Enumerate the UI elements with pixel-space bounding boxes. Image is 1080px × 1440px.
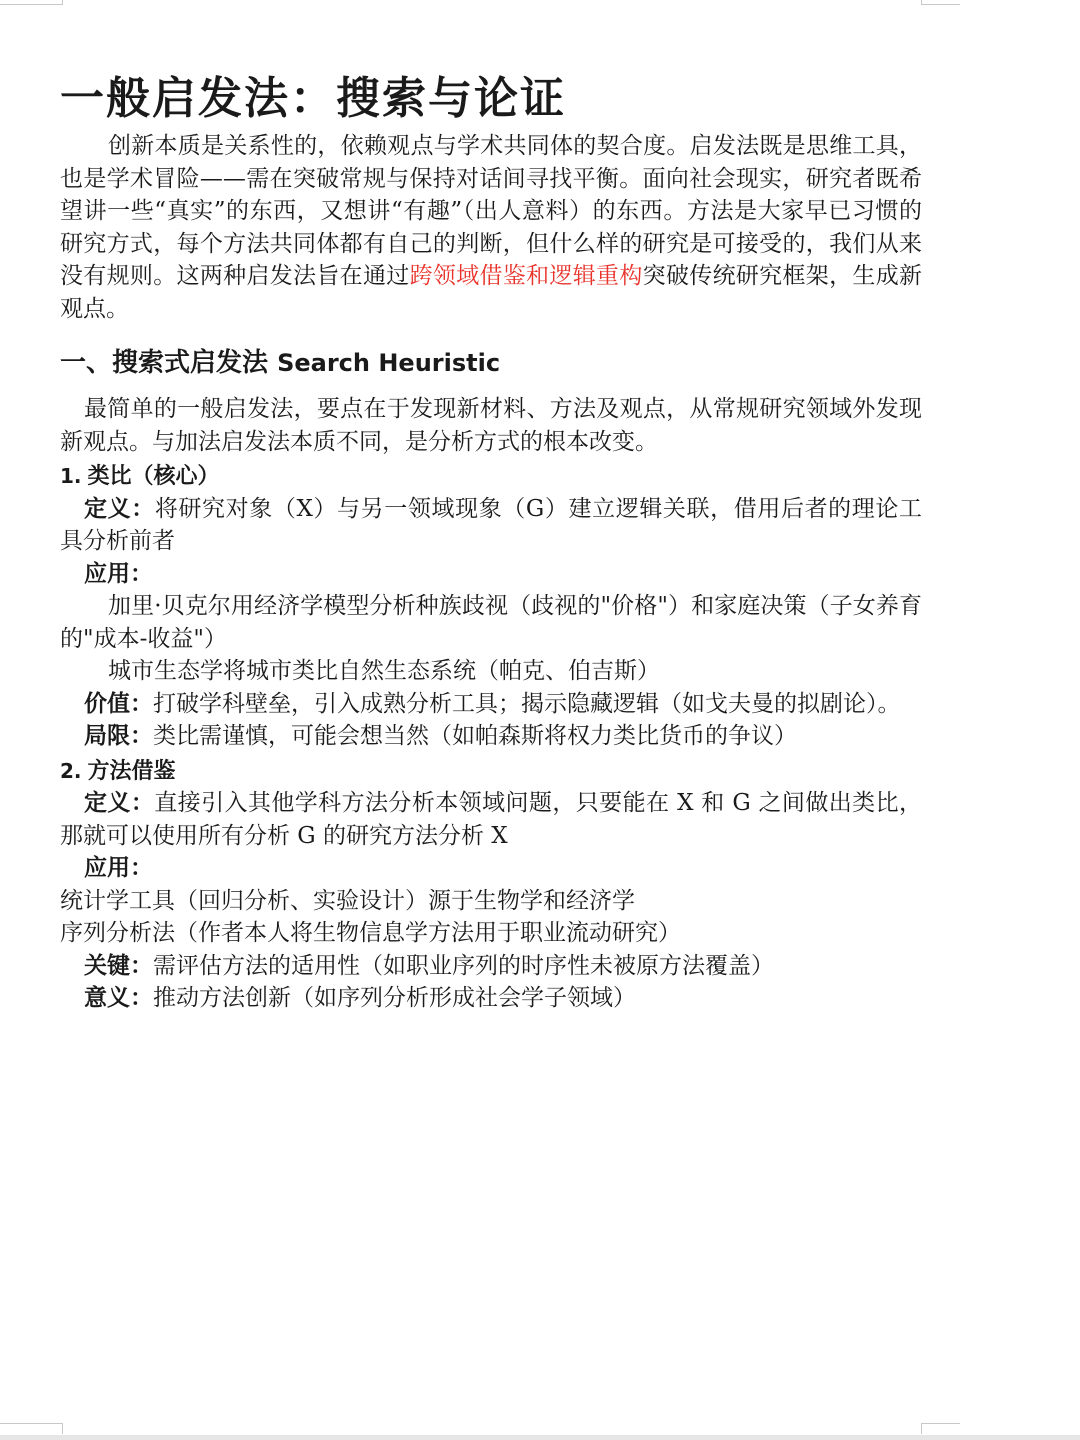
page-corner-mark-bottom-left — [0, 1423, 63, 1434]
subsection-number: 2. — [60, 758, 82, 783]
section-heading-cn: 一、搜索式启发法 — [60, 348, 269, 378]
intro-paragraph — [60, 130, 922, 325]
page-corner-mark-top-left — [0, 0, 63, 5]
subsection-title: 方法借鉴 — [87, 757, 176, 784]
definition-item — [60, 787, 922, 852]
subsection-number: 1. — [60, 464, 82, 488]
section-heading — [60, 343, 922, 383]
application-label-row — [60, 558, 922, 591]
significance-label: 意义： — [84, 984, 153, 1011]
key-label: 关键： — [84, 951, 153, 979]
application-item: 城市生态学将城市类比自然生态系统（帕克、伯吉斯） — [108, 658, 660, 684]
limitation-label: 局限： — [84, 722, 153, 749]
section-heading-en: Search Heuristic — [277, 349, 501, 377]
value-text: 打破学科壁垒，引入成熟分析工具；揭示隐藏逻辑（如戈夫曼的拟剧论）。 — [153, 690, 901, 717]
section-intro: 最简单的一般启发法，要点在于发现新材料、方法及观点，从常规研究领域外发现新观点。与加法启发法本质不同，是分析方式的根本改变。 — [60, 396, 922, 455]
document-page — [60, 68, 922, 1015]
key-text: 需评估方法的适用性（如职业序列的时序性未被原方法覆盖） — [153, 952, 774, 979]
value-item — [60, 688, 922, 721]
application-item: 加里·贝克尔用经济学模型分析种族歧视（歧视的"价格"）和家庭决策（子女养育的"成本-收益"） — [60, 593, 922, 652]
application-label: 应用： — [84, 559, 153, 587]
intro-text-before: 创新本质是关系性的，依赖观点与学术共同体的契合度。启发法既是思维工具，也是学术冒险——需在突破常规与保持对话间寻找平衡。面向社会现实，研究者既希望讲一些“真实”的东西，又想讲“有趣”（出人意料）的东西。方法是大家早已习惯的研究方式，每个方法共同体都有自己的判断，但什么样的研究是可接受的，我们从来没有规则。这两种启发法旨在通过 — [60, 133, 922, 289]
significance-text: 推动方法创新（如序列分析形成社会学子领域） — [153, 985, 636, 1011]
page-corner-mark-top-right — [921, 0, 960, 5]
definition-label: 定义： — [84, 494, 155, 522]
limitation-text: 类比需谨慎，可能会想当然（如帕森斯将权力类比货币的争议） — [153, 723, 797, 749]
application-label: 应用： — [84, 854, 153, 881]
application-item: 统计学工具（回归分析、实验设计）源于生物学和经济学 — [60, 887, 635, 914]
subsection-heading-method — [60, 755, 922, 788]
page-corner-mark-bottom-right — [921, 1423, 960, 1434]
application-label-row — [60, 852, 922, 885]
application-item: 序列分析法（作者本人将生物信息学方法用于职业流动研究） — [60, 920, 681, 946]
subsection-title: 类比（核心） — [87, 463, 220, 489]
definition-text: 直接引入其他学科方法分析本领域问题，只要能在 X 和 G 之间做出类比，那就可以使用所有分析 G 的研究方法分析 X — [60, 790, 922, 849]
definition-label: 定义： — [84, 789, 155, 816]
significance-item — [60, 982, 922, 1015]
value-label: 价值： — [84, 689, 153, 717]
page-bottom-edge — [0, 1435, 1080, 1440]
key-item — [60, 950, 922, 983]
limitation-item — [60, 720, 922, 753]
definition-item — [60, 493, 922, 558]
intro-highlight: 跨领域借鉴和逻辑重构 — [409, 263, 643, 289]
document-title: 一般启发法：搜索与论证 — [60, 73, 566, 124]
intro-text-after: 突破传统研究框架，生成新观点。 — [60, 263, 923, 322]
definition-text: 将研究对象（X）与另一领域现象（G）建立逻辑关联，借用后者的理论工具分析前者 — [60, 495, 923, 554]
subsection-heading-analogy — [60, 460, 922, 493]
